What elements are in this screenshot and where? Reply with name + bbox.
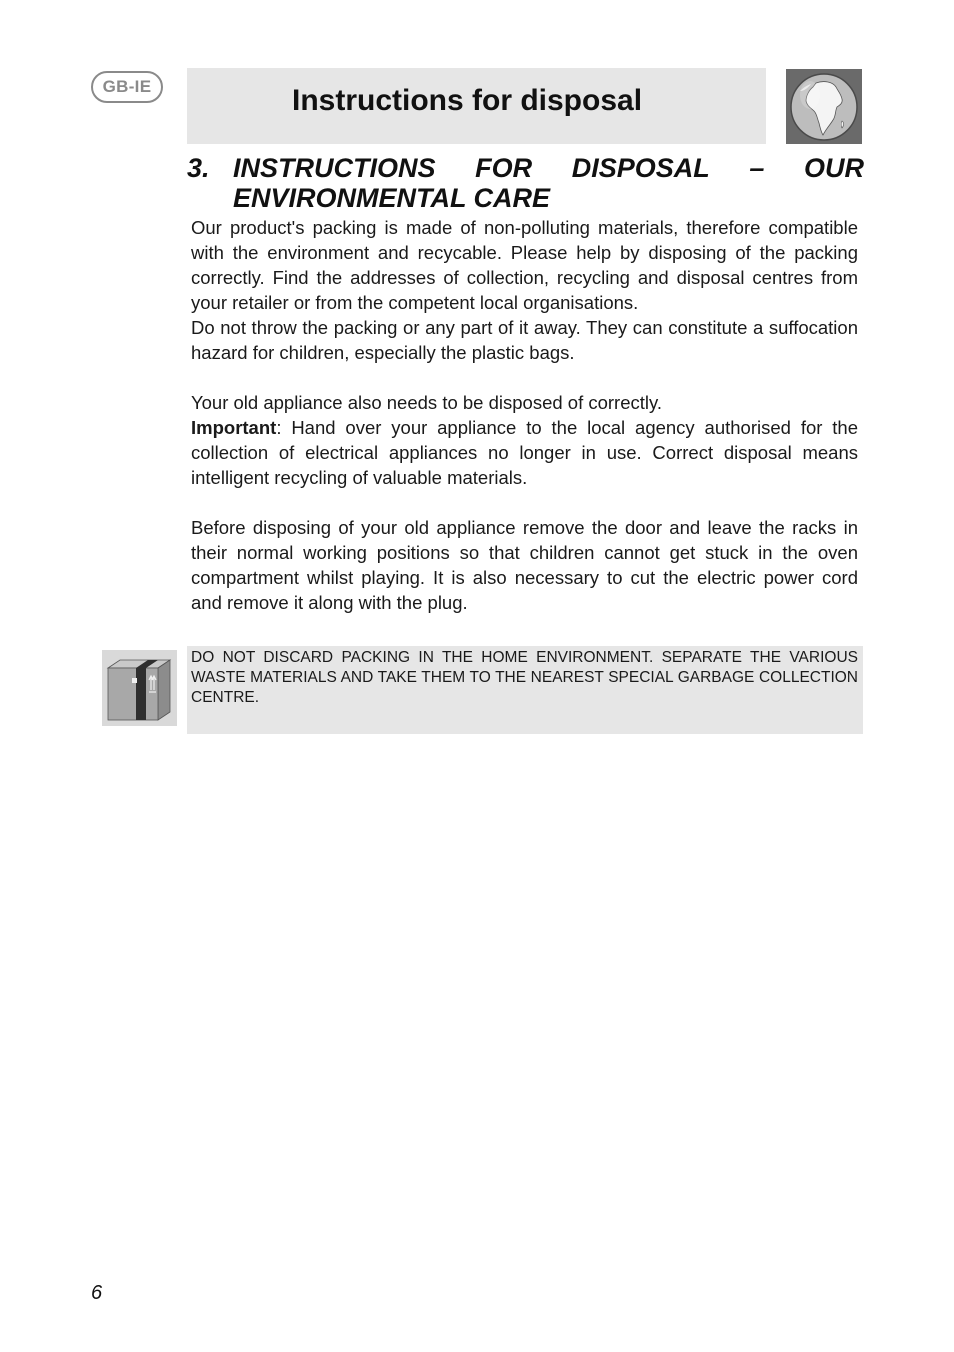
warning-text: DO NOT DISCARD PACKING IN THE HOME ENVIRONMENT. SEPARATE THE VARIOUS WASTE MATERIALS AND TAKE THEM TO THE NEAREST SPECIAL GARBAGE COLLECTION CENTRE. (191, 649, 858, 706)
paragraph-spacer (191, 365, 858, 390)
language-badge-label: GB-IE (102, 77, 152, 96)
section-number: 3. (187, 153, 210, 183)
paragraph-packing-materials: Our product's packing is made of non-polluting materials, therefore compatible with the environment and recycable. Please help by disposing of the packing correctly. Find the addresses of collection, recycling and disposal centres from your retailer or from the competent local organisations. (191, 217, 858, 313)
package-box-icon (102, 650, 177, 726)
heading-word: INSTRUCTIONS (233, 153, 436, 183)
paragraph-remove-door: Before disposing of your old appliance remove the door and leave the racks in their normal working positions so that children cannot get stuck in the oven compartment whilst playing. It is also necessary to cut the electric power cord and remove it along with the plug. (191, 517, 858, 613)
important-text: : Hand over your appliance to the local agency authorised for the collection of electrical appliances no longer in use. Correct disposal means intelligent recycling of valuable materials. (191, 417, 858, 488)
paragraph-spacer (191, 490, 858, 515)
language-badge (91, 71, 163, 103)
globe-icon (786, 69, 862, 144)
paragraph-suffocation-hazard: Do not throw the packing or any part of it away. They can constitute a suffocation hazard for children, especially the plastic bags. (191, 317, 858, 363)
page-number: 6 (91, 1282, 103, 1304)
body-text (191, 215, 858, 615)
heading-word: – (749, 153, 765, 183)
section-heading-line-1 (233, 153, 864, 183)
important-label: Important (191, 417, 277, 438)
warning-box (187, 646, 863, 734)
paragraph-old-appliance: Your old appliance also needs to be disposed of correctly. (191, 392, 663, 413)
heading-word: DISPOSAL (571, 153, 710, 183)
section-heading-line-2: ENVIRONMENTAL CARE (233, 183, 551, 213)
page-title: Instructions for disposal (292, 84, 643, 117)
paragraph-important (191, 415, 858, 490)
page-header (187, 68, 766, 144)
heading-word: FOR (475, 153, 533, 183)
heading-word: OUR (804, 153, 864, 183)
